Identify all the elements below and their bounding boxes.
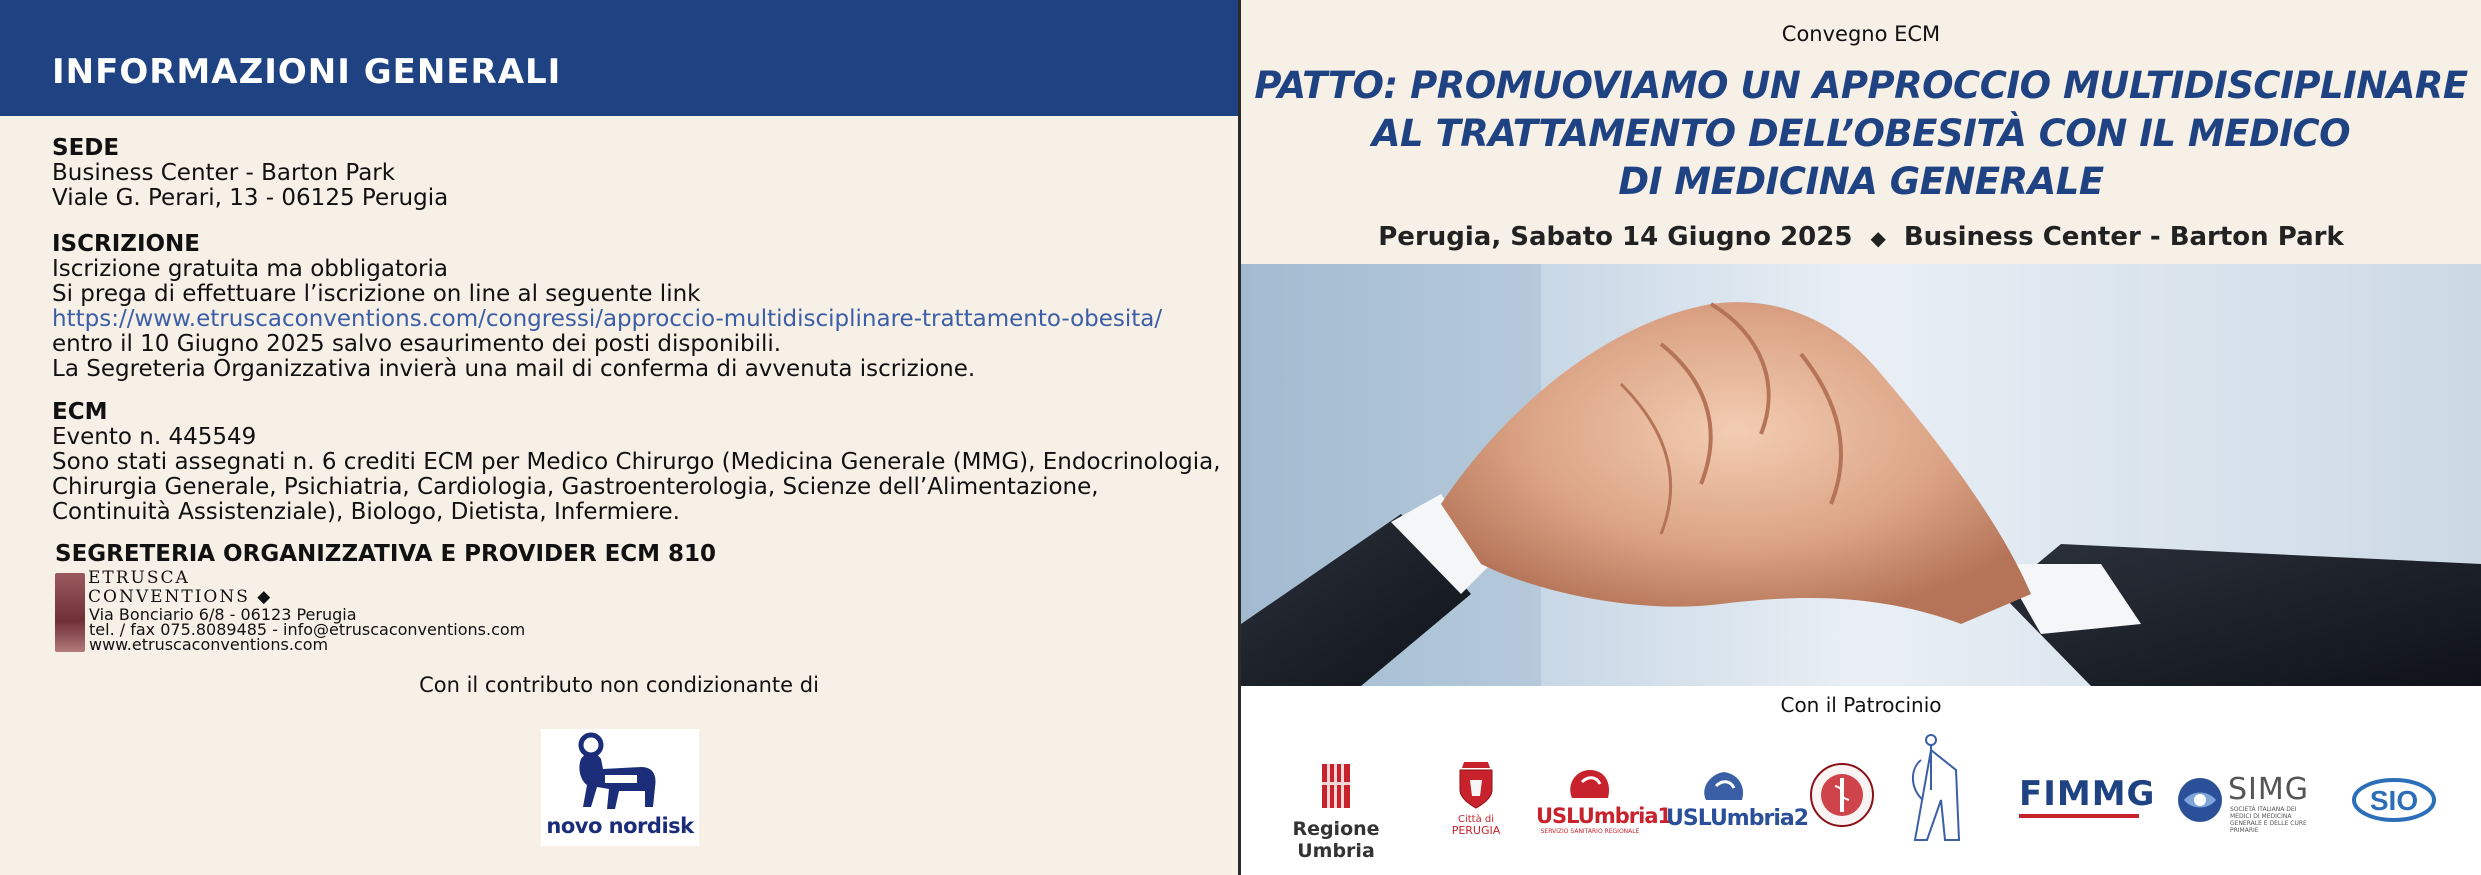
ecm-line: Continuità Assistenziale), Biologo, Dietista, Infermiere. (52, 499, 680, 525)
event-title (1241, 62, 2481, 206)
left-page (0, 0, 1238, 875)
usl-umbria1-logo (1536, 764, 1672, 840)
segreteria-heading: SEGRETERIA ORGANIZZATIVA E PROVIDER ECM 810 (55, 541, 717, 567)
perugia-crest-icon (1446, 758, 1506, 810)
event-title-line: AL TRATTAMENTO DELL’OBESITÀ CON IL MEDICO (1371, 112, 2351, 155)
ordine-professionale-logo (1901, 730, 1981, 850)
fimmg-text: FIMMG (2019, 774, 2156, 814)
ecm-heading: ECM (52, 399, 108, 425)
etrusca-website[interactable]: www.etruscaconventions.com (89, 635, 329, 654)
event-type: Convegno ECM (1781, 22, 1941, 46)
ecm-line: Evento n. 445549 (52, 424, 257, 450)
regione-umbria-logo (1271, 762, 1401, 862)
etrusca-contacts (89, 607, 525, 652)
sede-section (52, 136, 448, 211)
citta-text: Città di (1457, 814, 1495, 825)
ordine-medici-seal (1809, 762, 1875, 828)
medical-caduceus-seal-icon (1809, 762, 1875, 828)
novo-nordisk-logo (541, 729, 699, 846)
sio-logo (2349, 770, 2439, 830)
perugia-text: PERUGIA (1451, 824, 1501, 837)
sede-line: Business Center - Barton Park (52, 160, 396, 186)
iscrizione-section (52, 232, 1162, 382)
sio-text: SIO (2369, 785, 2419, 816)
iscrizione-line: Si prega di effettuare l’iscrizione on line al seguente link (52, 281, 701, 307)
usl-umbria2-shape-icon (1666, 766, 1784, 802)
clasped-hands-illustration (1241, 264, 2481, 686)
diamond-separator-icon: ◆ (1870, 226, 1886, 250)
usl-umbria1-text: USLUmbria1 (1536, 804, 1672, 828)
right-page (1241, 0, 2481, 875)
usl-umbria1-subtext: SERVIZIO SANITARIO REGIONALE (1540, 828, 1640, 835)
etrusca-brand-line: ETRUSCA (88, 568, 190, 588)
regione-umbria-emblem-icon (1271, 762, 1401, 810)
event-date-venue (1241, 222, 2481, 252)
citta-perugia-logo (1446, 758, 1506, 842)
header-band (0, 0, 1238, 116)
sio-emblem-icon (2349, 770, 2439, 830)
regione-umbria-text: Regione Umbria (1292, 818, 1380, 862)
simg-subtext: SOCIETÀ ITALIANA DEI MEDICI DI MEDICINA GENERALE E DELLE CURE PRIMARIE (2230, 806, 2307, 834)
caduceus-figure-icon (1901, 730, 1981, 850)
event-title-line: PATTO: PROMUOVIAMO UN APPROCCIO MULTIDISCIPLINARE (1254, 64, 2468, 107)
iscrizione-line: La Segreteria Organizzativa invierà una mail di conferma di avvenuta iscrizione. (52, 356, 976, 382)
registration-link[interactable]: https://www.etruscaconventions.com/congressi/approccio-multidisciplinare-trattamento-obesita/ (52, 306, 1163, 332)
section-title: INFORMAZIONI GENERALI (52, 52, 562, 92)
ecm-line: Sono stati assegnati n. 6 crediti ECM per Medico Chirurgo (Medicina Generale (MMG), Endocrinologia, (52, 449, 1221, 475)
sponsor-name: novo nordisk (546, 814, 694, 838)
simg-text: SIMG (2228, 772, 2310, 807)
ecm-line: Chirurgia Generale, Psichiatria, Cardiologia, Gastroenterologia, Scienze dell’Alimentazione, (52, 474, 1099, 500)
apis-bull-icon (541, 729, 699, 819)
contributo-text: Con il contributo non condizionante di (419, 673, 819, 697)
patrocinio-label: Con il Patrocinio (1780, 693, 1942, 717)
sede-heading: SEDE (52, 135, 120, 161)
ecm-section (52, 400, 1221, 525)
etrusca-logo-image (55, 573, 85, 652)
event-date: Perugia, Sabato 14 Giugno 2025 (1378, 222, 1853, 252)
iscrizione-line: Iscrizione gratuita ma obbligatoria (52, 256, 448, 282)
simg-globe-icon (2176, 776, 2224, 824)
etrusca-address: Via Bonciario 6/8 - 06123 Perugia (89, 605, 357, 624)
event-title-line: DI MEDICINA GENERALE (1618, 160, 2104, 203)
fimmg-logo (2019, 774, 2156, 832)
usl-umbria1-shape-icon (1536, 764, 1644, 800)
simg-logo (2176, 772, 2316, 832)
fimmg-underline (2019, 814, 2139, 818)
usl-umbria2-logo (1666, 766, 1809, 836)
etrusca-brand (88, 569, 272, 607)
etrusca-contact: tel. / fax 075.8089485 - info@etruscaconventions.com (89, 620, 526, 639)
event-venue: Business Center - Barton Park (1903, 222, 2344, 252)
usl-umbria2-text: USLUmbria2 (1666, 806, 1809, 831)
handshake-photo (1241, 264, 2481, 686)
iscrizione-heading: ISCRIZIONE (52, 231, 201, 257)
etrusca-brand-line: CONVENTIONS ◆ (88, 587, 273, 607)
sede-line: Viale G. Perari, 13 - 06125 Perugia (52, 185, 449, 211)
iscrizione-line: entro il 10 Giugno 2025 salvo esaurimento dei posti disponibili. (52, 331, 782, 357)
